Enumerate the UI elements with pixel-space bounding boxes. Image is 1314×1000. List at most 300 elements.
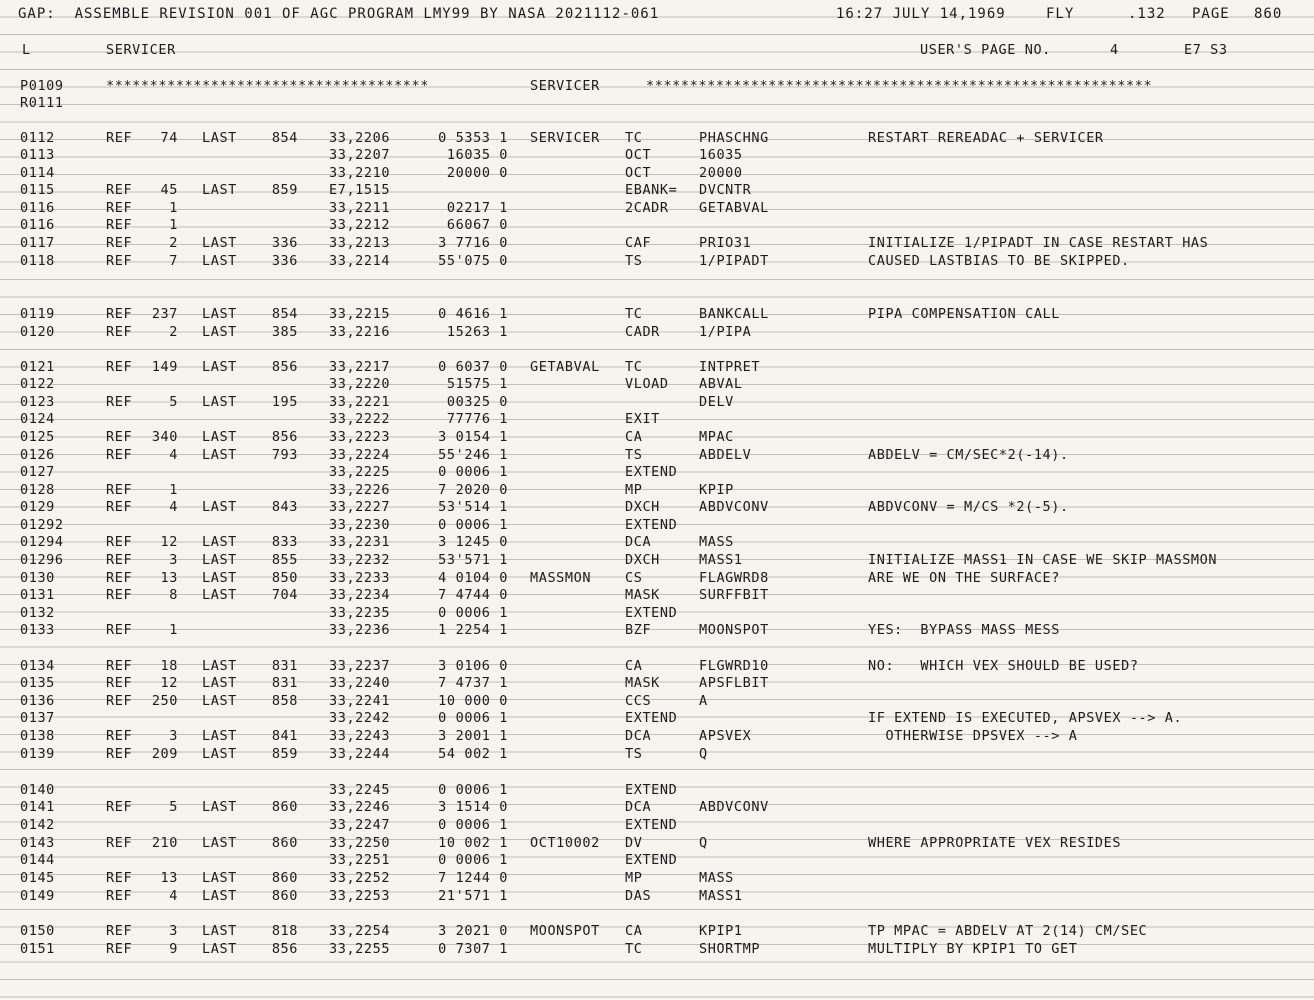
listing-row (0, 181, 1314, 199)
opcode: TC (625, 359, 643, 375)
ref-count: 2 (169, 324, 178, 340)
object-code: 0 5353 1 (438, 130, 508, 146)
seq-number: 0119 (20, 306, 55, 322)
listing-row (0, 199, 1314, 217)
operand: PHASCHNG (699, 130, 769, 146)
ref-count: 12 (160, 534, 178, 550)
last-keyword: LAST (202, 253, 237, 269)
address: 33,2216 (329, 324, 391, 340)
operand: APSFLBIT (699, 675, 769, 691)
ref-count: 3 (169, 728, 178, 744)
object-code: 0 0006 1 (438, 517, 508, 533)
comment: RESTART REREADAC + SERVICER (868, 130, 1104, 146)
section-name: SERVICER (106, 42, 176, 58)
object-code: 77776 1 (446, 411, 508, 427)
ref-count: 340 (151, 429, 178, 445)
listing-row (0, 940, 1314, 958)
operand: KPIP1 (699, 923, 743, 939)
last-keyword: LAST (202, 675, 237, 691)
last-page: 195 (271, 394, 298, 410)
last-page: 850 (271, 570, 298, 586)
seq-number: 0134 (20, 658, 55, 674)
ref-count: 4 (169, 447, 178, 463)
address: 33,2246 (329, 799, 391, 815)
operand: FLGWRD10 (699, 658, 769, 674)
listing-row (0, 569, 1314, 587)
address: 33,2234 (329, 587, 391, 603)
listing-row (0, 709, 1314, 727)
opcode: CADR (625, 324, 660, 340)
last-page: 793 (271, 447, 298, 463)
last-page: 858 (271, 693, 298, 709)
last-page: 855 (271, 552, 298, 568)
seq-number: 01294 (20, 534, 64, 550)
opcode: EXTEND (625, 852, 678, 868)
listing-row (0, 234, 1314, 252)
listing-row (0, 692, 1314, 710)
last-keyword: LAST (202, 359, 237, 375)
listing-row (0, 216, 1314, 234)
seq-number: 0144 (20, 852, 55, 868)
opcode: BZF (625, 622, 652, 638)
last-page: 856 (271, 359, 298, 375)
listing-row (0, 586, 1314, 604)
object-code: 4 0104 0 (438, 570, 508, 586)
listing-row (0, 674, 1314, 692)
address: 33,2243 (329, 728, 391, 744)
seq-number: 0138 (20, 728, 55, 744)
seq-number: 0135 (20, 675, 55, 691)
ref-keyword: REF (106, 870, 133, 886)
operand: BANKCALL (699, 306, 769, 322)
object-code: 54 002 1 (438, 746, 508, 762)
operand: MASS1 (699, 888, 743, 904)
opcode: EXTEND (625, 782, 678, 798)
ref-count: 1 (169, 200, 178, 216)
seq-number: 0128 (20, 482, 55, 498)
object-code: 15263 1 (446, 324, 508, 340)
address: 33,2222 (329, 411, 391, 427)
last-page: 854 (271, 130, 298, 146)
comment: NO: WHICH VEX SHOULD BE USED? (868, 658, 1139, 674)
address: 33,2233 (329, 570, 391, 586)
last-keyword: LAST (202, 130, 237, 146)
opcode: DAS (625, 888, 652, 904)
listing-row (0, 446, 1314, 464)
ref-count: 8 (169, 587, 178, 603)
comment: TP MPAC = ABDELV AT 2(14) CM/SEC (868, 923, 1148, 939)
bank-indicator: E7 S3 (1184, 42, 1228, 58)
ref-count: 5 (169, 799, 178, 815)
last-keyword: LAST (202, 552, 237, 568)
banner-stars-right: ********************************************************** (646, 78, 1153, 94)
ref-count: 209 (151, 746, 178, 762)
listing-row (0, 798, 1314, 816)
object-code: 10 000 0 (438, 693, 508, 709)
ref-keyword: REF (106, 130, 133, 146)
opcode: TS (625, 746, 643, 762)
address: 33,2227 (329, 499, 391, 515)
last-keyword: LAST (202, 870, 237, 886)
comment: IF EXTEND IS EXECUTED, APSVEX --> A. (868, 710, 1183, 726)
ref-keyword: REF (106, 658, 133, 674)
seq-number: 0133 (20, 622, 55, 638)
operand: ABDELV (699, 447, 752, 463)
opcode: DV (625, 835, 643, 851)
seq-number: 0113 (20, 147, 55, 163)
seq-number: 0145 (20, 870, 55, 886)
operand: 1/PIPADT (699, 253, 769, 269)
ref-keyword: REF (106, 622, 133, 638)
opcode: TS (625, 447, 643, 463)
ref-count: 1 (169, 217, 178, 233)
opcode: EXTEND (625, 605, 678, 621)
opcode: EXIT (625, 411, 660, 427)
assembly-title: GAP: ASSEMBLE REVISION 001 OF AGC PROGRAM LMY99 BY NASA 2021112-061 (18, 6, 660, 22)
object-code: 20000 0 (446, 165, 508, 181)
timestamp: 16:27 JULY 14,1969 (836, 6, 1006, 22)
opcode: TC (625, 130, 643, 146)
address: 33,2232 (329, 552, 391, 568)
last-page: 831 (271, 675, 298, 691)
last-keyword: LAST (202, 306, 237, 322)
operand: MASS (699, 534, 734, 550)
address: 33,2252 (329, 870, 391, 886)
opcode: TC (625, 941, 643, 957)
ref-keyword: REF (106, 587, 133, 603)
page-number: 860 (1254, 6, 1283, 22)
operand: A (699, 693, 708, 709)
seq-number: 0125 (20, 429, 55, 445)
seq-number: 0132 (20, 605, 55, 621)
seq-number: 0116 (20, 217, 55, 233)
last-page: 704 (271, 587, 298, 603)
last-keyword: LAST (202, 499, 237, 515)
object-code: 3 1245 0 (438, 534, 508, 550)
address: 33,2220 (329, 376, 391, 392)
listing-row (0, 323, 1314, 341)
opcode: OCT (625, 147, 652, 163)
object-code: 0 0006 1 (438, 710, 508, 726)
ref-count: 1 (169, 482, 178, 498)
listing-row (0, 164, 1314, 182)
ref-keyword: REF (106, 482, 133, 498)
opcode: CAF (625, 235, 652, 251)
ref-count: 250 (151, 693, 178, 709)
revision-number: .132 (1128, 6, 1166, 22)
object-code: 7 4737 1 (438, 675, 508, 691)
seq-number: 0112 (20, 130, 55, 146)
ref-count: 18 (160, 658, 178, 674)
object-code: 0 0006 1 (438, 782, 508, 798)
object-code: 0 0006 1 (438, 817, 508, 833)
object-code: 3 2021 0 (438, 923, 508, 939)
listing-row (0, 745, 1314, 763)
comment: INITIALIZE 1/PIPADT IN CASE RESTART HAS (868, 235, 1209, 251)
address: 33,2235 (329, 605, 391, 621)
listing-row (0, 533, 1314, 551)
seq-number: 0120 (20, 324, 55, 340)
address: 33,2214 (329, 253, 391, 269)
ref-count: 9 (169, 941, 178, 957)
last-keyword: LAST (202, 888, 237, 904)
listing-row (0, 621, 1314, 639)
sub-header (0, 41, 1314, 59)
ref-keyword: REF (106, 693, 133, 709)
operand: DVCNTR (699, 182, 752, 198)
address: 33,2247 (329, 817, 391, 833)
operand: SHORTMP (699, 941, 761, 957)
address: 33,2217 (329, 359, 391, 375)
opcode: EBANK= (625, 182, 678, 198)
address: 33,2226 (329, 482, 391, 498)
opcode: MASK (625, 587, 660, 603)
object-code: 3 0154 1 (438, 429, 508, 445)
listing-row (0, 129, 1314, 147)
last-keyword: LAST (202, 799, 237, 815)
listing-row (0, 834, 1314, 852)
symbol-label: MOONSPOT (530, 923, 600, 939)
symbol-label: SERVICER (530, 130, 600, 146)
last-keyword: LAST (202, 394, 237, 410)
listing-row (0, 851, 1314, 869)
ref-keyword: REF (106, 746, 133, 762)
ref-keyword: REF (106, 306, 133, 322)
seq-number: 0115 (20, 182, 55, 198)
ref-keyword: REF (106, 570, 133, 586)
comment: OTHERWISE DPSVEX --> A (868, 728, 1078, 744)
seq-number: 0118 (20, 253, 55, 269)
seq-number: 0127 (20, 464, 55, 480)
last-keyword: LAST (202, 182, 237, 198)
last-keyword: LAST (202, 324, 237, 340)
users-page-number: 4 (1110, 42, 1119, 58)
banner-stars-left: ************************************* (106, 78, 429, 94)
object-code: 66067 0 (446, 217, 508, 233)
opcode: MP (625, 870, 643, 886)
last-page: 859 (271, 182, 298, 198)
object-code: 16035 0 (446, 147, 508, 163)
object-code: 0 0006 1 (438, 852, 508, 868)
last-page: 843 (271, 499, 298, 515)
last-page: 860 (271, 888, 298, 904)
opcode: CA (625, 923, 643, 939)
comment: ABDVCONV = M/CS *2(-5). (868, 499, 1069, 515)
seq-number: 0143 (20, 835, 55, 851)
operand: PRIO31 (699, 235, 752, 251)
comment: MULTIPLY BY KPIP1 TO GET (868, 941, 1078, 957)
address: 33,2206 (329, 130, 391, 146)
operand: GETABVAL (699, 200, 769, 216)
last-page: 841 (271, 728, 298, 744)
address: 33,2221 (329, 394, 391, 410)
operand: KPIP (699, 482, 734, 498)
opcode: TS (625, 253, 643, 269)
listing-marker: L (22, 42, 31, 58)
operand: 20000 (699, 165, 743, 181)
listing-row (0, 146, 1314, 164)
ref-count: 3 (169, 552, 178, 568)
operand: INTPRET (699, 359, 761, 375)
listing-row (0, 498, 1314, 516)
listing-row (0, 657, 1314, 675)
seq-number: 0121 (20, 359, 55, 375)
opcode: CA (625, 429, 643, 445)
operand: Q (699, 835, 708, 851)
symbol-label: MASSMON (530, 570, 592, 586)
opcode: DCA (625, 728, 652, 744)
listing-row (0, 869, 1314, 887)
comment: INITIALIZE MASS1 IN CASE WE SKIP MASSMON (868, 552, 1218, 568)
listing-row (0, 358, 1314, 376)
address: 33,2255 (329, 941, 391, 957)
last-page: 336 (271, 253, 298, 269)
address: 33,2212 (329, 217, 391, 233)
ref-count: 12 (160, 675, 178, 691)
listing-row (0, 551, 1314, 569)
last-page: 336 (271, 235, 298, 251)
symbol-label: GETABVAL (530, 359, 600, 375)
opcode: TC (625, 306, 643, 322)
address: 33,2231 (329, 534, 391, 550)
object-code: 10 002 1 (438, 835, 508, 851)
ref-keyword: REF (106, 200, 133, 216)
seq-number: 01292 (20, 517, 64, 533)
last-keyword: LAST (202, 835, 237, 851)
seq-number: 0116 (20, 200, 55, 216)
address: 33,2215 (329, 306, 391, 322)
ref-keyword: REF (106, 447, 133, 463)
object-code: 0 0006 1 (438, 605, 508, 621)
object-code: 0 6037 0 (438, 359, 508, 375)
object-code: 55'246 1 (438, 447, 508, 463)
opcode: MASK (625, 675, 660, 691)
users-page-label: USER'S PAGE NO. (920, 42, 1051, 58)
last-page: 385 (271, 324, 298, 340)
seq-number: 0130 (20, 570, 55, 586)
opcode: VLOAD (625, 376, 669, 392)
listing-row (0, 727, 1314, 745)
ref-count: 210 (151, 835, 178, 851)
listing-row (0, 375, 1314, 393)
address: 33,2241 (329, 693, 391, 709)
listing-row (0, 922, 1314, 940)
seq-number: 0126 (20, 447, 55, 463)
ref-count: 237 (151, 306, 178, 322)
last-keyword: LAST (202, 923, 237, 939)
ref-count: 1 (169, 622, 178, 638)
last-keyword: LAST (202, 693, 237, 709)
listing-row (0, 410, 1314, 428)
listing-row (0, 816, 1314, 834)
ref-keyword: REF (106, 429, 133, 445)
last-page: 833 (271, 534, 298, 550)
operand: ABVAL (699, 376, 743, 392)
listing-row (0, 604, 1314, 622)
seq-number: 0129 (20, 499, 55, 515)
ref-keyword: REF (106, 534, 133, 550)
operand: APSVEX (699, 728, 752, 744)
ref-keyword: REF (106, 923, 133, 939)
object-code: 53'571 1 (438, 552, 508, 568)
seq-number: 0131 (20, 587, 55, 603)
ref-keyword: REF (106, 394, 133, 410)
ref-keyword: REF (106, 182, 133, 198)
last-page: 856 (271, 941, 298, 957)
last-keyword: LAST (202, 447, 237, 463)
last-page: 818 (271, 923, 298, 939)
last-keyword: LAST (202, 534, 237, 550)
ref-keyword: REF (106, 888, 133, 904)
object-code: 00325 0 (446, 394, 508, 410)
ref-keyword: REF (106, 499, 133, 515)
opcode: OCT (625, 165, 652, 181)
address: 33,2245 (329, 782, 391, 798)
ref-keyword: REF (106, 217, 133, 233)
address: 33,2250 (329, 835, 391, 851)
ref-count: 5 (169, 394, 178, 410)
banner-line-2 (0, 94, 1314, 112)
ref-count: 74 (160, 130, 178, 146)
seq-number: 0150 (20, 923, 55, 939)
last-keyword: LAST (202, 941, 237, 957)
comment: ABDELV = CM/SEC*2(-14). (868, 447, 1069, 463)
opcode: DCA (625, 799, 652, 815)
ref-count: 3 (169, 923, 178, 939)
last-keyword: LAST (202, 429, 237, 445)
operand: DELV (699, 394, 734, 410)
seq-number: 01296 (20, 552, 64, 568)
operand: MOONSPOT (699, 622, 769, 638)
listing-row (0, 481, 1314, 499)
ref-count: 4 (169, 888, 178, 904)
page-label: PAGE (1192, 6, 1230, 22)
ref-keyword: REF (106, 799, 133, 815)
comment: YES: BYPASS MASS MESS (868, 622, 1061, 638)
ref-count: 149 (151, 359, 178, 375)
listing-row (0, 887, 1314, 905)
object-code: 7 4744 0 (438, 587, 508, 603)
seq-number: 0151 (20, 941, 55, 957)
opcode: CA (625, 658, 643, 674)
ref-count: 45 (160, 182, 178, 198)
opcode: MP (625, 482, 643, 498)
listing-row (0, 305, 1314, 323)
seq-number: 0124 (20, 411, 55, 427)
address: 33,2210 (329, 165, 391, 181)
last-keyword: LAST (202, 746, 237, 762)
address: 33,2244 (329, 746, 391, 762)
operand: Q (699, 746, 708, 762)
seq-number: 0142 (20, 817, 55, 833)
comment: WHERE APPROPRIATE VEX RESIDES (868, 835, 1122, 851)
page-header (0, 5, 1314, 23)
last-page: 860 (271, 799, 298, 815)
listing-row (0, 393, 1314, 411)
address: 33,2213 (329, 235, 391, 251)
listing-row (0, 516, 1314, 534)
fly-label: FLY (1046, 6, 1075, 22)
banner-title: SERVICER (530, 78, 600, 94)
operand: ABDVCONV (699, 799, 769, 815)
address: 33,2236 (329, 622, 391, 638)
object-code: 21'571 1 (438, 888, 508, 904)
comment: ARE WE ON THE SURFACE? (868, 570, 1061, 586)
ref-count: 2 (169, 235, 178, 251)
object-code: 0 7307 1 (438, 941, 508, 957)
ref-keyword: REF (106, 941, 133, 957)
address: 33,2240 (329, 675, 391, 691)
